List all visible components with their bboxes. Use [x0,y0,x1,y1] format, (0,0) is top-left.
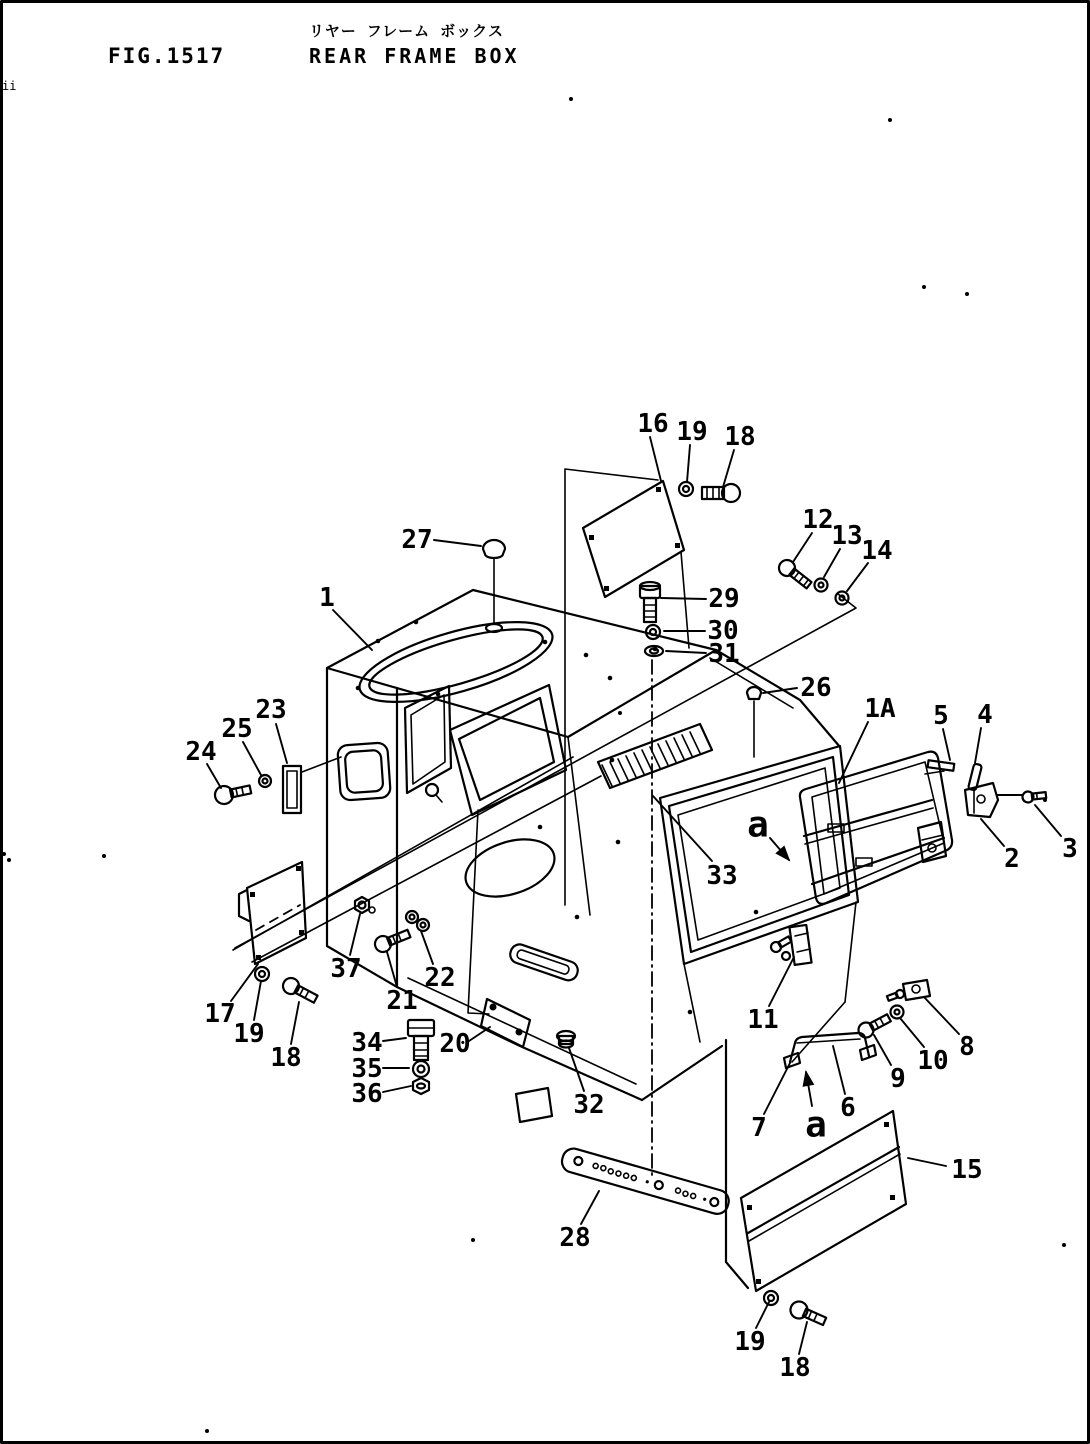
grommet-32 [557,1031,575,1048]
leader-line-14 [847,563,868,591]
washer-19-left [255,967,269,981]
plug-cap-27 [483,540,505,632]
part-callout-26: 26 [800,673,832,703]
leader-line-1 [333,610,372,650]
leader-line-4 [975,728,981,763]
part-callout-3: 3 [1062,834,1078,864]
part-callout-33: 33 [706,861,738,891]
leader-line-7 [764,1063,790,1114]
part-callout-32: 32 [573,1090,605,1120]
leader-line-19 [756,1302,769,1328]
part-callout-28: 28 [559,1223,591,1253]
figure-number: FIG.1517 [108,44,226,68]
part-callout-35: 35 [351,1054,383,1084]
washer-19-top [679,482,693,496]
washer-19-bottom [764,1291,778,1305]
part-callout-27: 27 [401,525,433,555]
bolt-12 [776,557,814,592]
part-callout-9: 9 [890,1064,906,1094]
leader-line-25 [243,742,261,775]
leader-line-12 [793,533,812,562]
part-callout-25: 25 [221,714,253,744]
part-callout-36: 36 [351,1079,383,1109]
part-callout-17: 17 [204,999,236,1029]
part-callout-30: 30 [707,616,739,646]
leader-line-29 [661,598,706,599]
screw-3 [1022,790,1047,803]
bolt-18-top [702,484,740,502]
hinge-strip-hatched [598,724,712,788]
leader-line-13 [824,549,840,577]
leader-line-15 [908,1158,946,1166]
washer-10 [891,1006,904,1019]
leader-line-28 [581,1191,599,1224]
leader-line-22 [421,931,433,964]
part-callout-18: 18 [270,1043,302,1073]
part-callout-6: 6 [840,1093,856,1123]
leader-line-34 [383,1038,406,1041]
part-callout-1A: 1A [864,694,896,724]
long-leader-b [252,776,601,962]
bolt-29 [640,582,660,622]
part-callout-8: 8 [959,1032,975,1062]
leader-line-3 [1035,805,1061,836]
leader-line-2 [981,819,1004,846]
leader-line-18 [291,1002,299,1044]
leader-line-18 [799,1322,807,1354]
washer-30 [646,625,660,639]
hinge-bracket-2 [965,783,1022,817]
leader-line-20 [469,1027,490,1041]
part-callout-2: 2 [1004,844,1020,874]
part-callout-24: 24 [185,737,217,767]
part-callout-22: 22 [424,963,456,993]
main-frame-box-1 [327,590,858,1122]
leader-line-16 [650,437,661,481]
part-callout-13: 13 [831,521,863,551]
part-callout-19: 19 [233,1019,265,1049]
bottom-rail-slot [508,942,580,983]
bracket-6 [784,1033,876,1068]
part-callout-1: 1 [319,583,335,613]
part-callout-16: 16 [637,409,669,439]
leader-line-18 [723,450,734,487]
leader-line-11 [769,957,794,1006]
bracket-8 [886,980,930,1002]
door-panel-1A [800,752,952,904]
leader-line-19 [254,981,261,1020]
figure-title-english: REAR FRAME BOX [309,44,520,68]
bolt-18-bottom [788,1299,828,1329]
part-callout-14: 14 [861,536,893,566]
part-callout-18: 18 [779,1353,811,1383]
part-callout-11: 11 [747,1005,779,1035]
leader-arrowhead-a [800,1069,815,1087]
part-callout-15: 15 [951,1155,983,1185]
leader-line-36 [383,1086,411,1092]
part-callout-31: 31 [708,639,740,669]
washer-35 [413,1061,429,1077]
part-callout-23: 23 [255,695,287,725]
part-callout-5: 5 [933,701,949,731]
washer-25 [259,775,271,787]
rear-lower-panel-15 [726,1040,906,1291]
leader-line-24 [207,764,221,788]
leader-line-5 [943,729,950,760]
part-callout-a: a [805,1104,827,1146]
nut-37 [355,897,375,913]
leader-line-19 [687,445,690,482]
leader-line-33 [653,796,712,861]
washers-22 [406,911,429,931]
strip-plate-28 [559,1146,731,1216]
part-callout-19: 19 [676,417,708,447]
leader-line-10 [900,1018,924,1047]
leader-line-27 [434,540,481,546]
title-block [2,22,520,93]
leader-line-8 [924,997,959,1034]
part-callout-7: 7 [751,1113,767,1143]
leader-line-31 [666,651,706,653]
part-callout-29: 29 [708,584,740,614]
part-callout-18: 18 [724,422,756,452]
figure-title-japanese: リヤー フレーム ボックス [309,22,505,40]
leader-line-23 [276,724,287,763]
part-callout-4: 4 [977,700,993,730]
callout-layer [185,409,1077,1383]
margin-mark: ii [2,79,17,93]
leader-line-9 [874,1035,891,1065]
leader-line-37 [350,914,360,955]
part-callout-37: 37 [330,954,362,984]
part-callout-a: a [747,804,769,846]
bolt-34 [408,1020,434,1060]
door-opening-seal-33 [660,746,858,964]
washer-13 [815,579,828,592]
diagram-art [2,97,1066,1433]
side-plate-17 [239,862,306,964]
top-cover-plate-16 [565,469,689,905]
leader-line-6 [833,1046,845,1094]
knob-26 [747,687,761,757]
scan-specks [2,97,1066,1433]
bolt-21 [373,926,412,954]
part-callout-34: 34 [351,1028,383,1058]
part-callout-10: 10 [917,1046,949,1076]
leader-line-17 [231,964,258,1001]
part-callout-12: 12 [802,505,834,535]
plate-23 [283,757,341,813]
nut-36 [413,1078,429,1094]
part-callout-19: 19 [734,1327,766,1357]
long-leader-to-lower-left [235,594,856,948]
part-callout-21: 21 [386,986,418,1016]
part-callout-20: 20 [439,1029,471,1059]
